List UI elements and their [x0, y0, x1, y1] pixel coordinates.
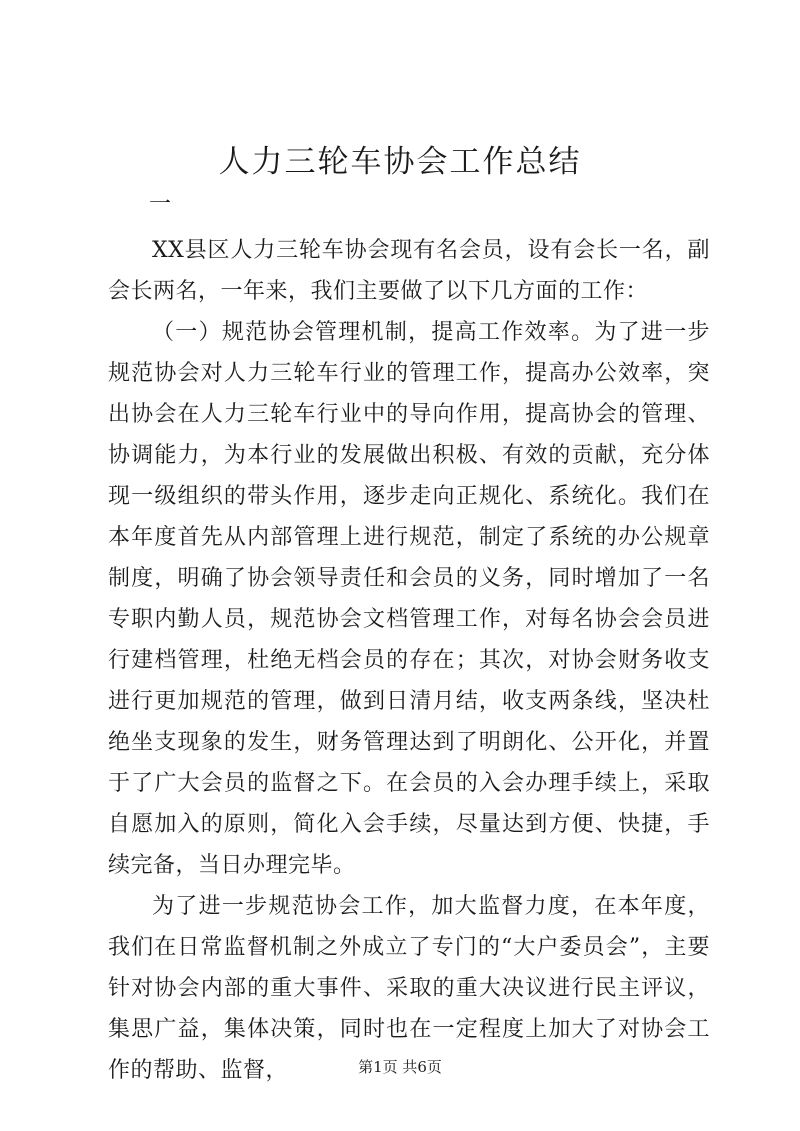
document-body — [108, 230, 710, 1091]
paragraph-supervision: 为了进一步规范协会工作，加大监督力度，在本年度，我们在日常监督机制之外成立了专门的“大户委员会”，主要针对协会内部的重大事件、采取的重大决议进行民主评议，集思广益，集体决策，同时也在一定程度上加大了对协会工作的帮助、监督， — [108, 894, 710, 1083]
page-number: 第1页 — [358, 1058, 398, 1076]
section-number: 一 — [149, 192, 172, 217]
paragraph-intro: XX县区人力三轮车协会现有名会员，设有会长一名，副会长两名，一年来，我们主要做了以下几方面的工作： — [108, 238, 710, 304]
page-footer — [0, 1056, 800, 1078]
paragraph-management: （一）规范协会管理机制，提高工作效率。为了进一步规范协会对人力三轮车行业的管理工作，提高办公效率，突出协会在人力三轮车行业中的导向作用，提高协会的管理、协调能力，为本行业的发展做出积极、有效的贡献，充分体现一级组织的带头作用，逐步走向正规化、系统化。我们在本年度首先从内部管理上进行规范，制定了系统的办公规章制度，明确了协会领导责任和会员的义务，同时增加了一名专职内勤人员，规范协会文档管理工作，对每名协会会员进行建档管理，杜绝无档会员的存在；其次，对协会财务收支进行更加规范的管理，做到日清月结，收支两条线，坚决杜绝坐支现象的发生，财务管理达到了明朗化、公开化，并置于了广大会员的监督之下。在会员的入会办理手续上，采取自愿加入的原则，简化入会手续，尽量达到方便、快捷，手续完备，当日办理完毕。 — [108, 320, 710, 878]
document-title: 人力三轮车协会工作总结 — [218, 144, 582, 180]
page-total: 共6页 — [402, 1058, 442, 1076]
